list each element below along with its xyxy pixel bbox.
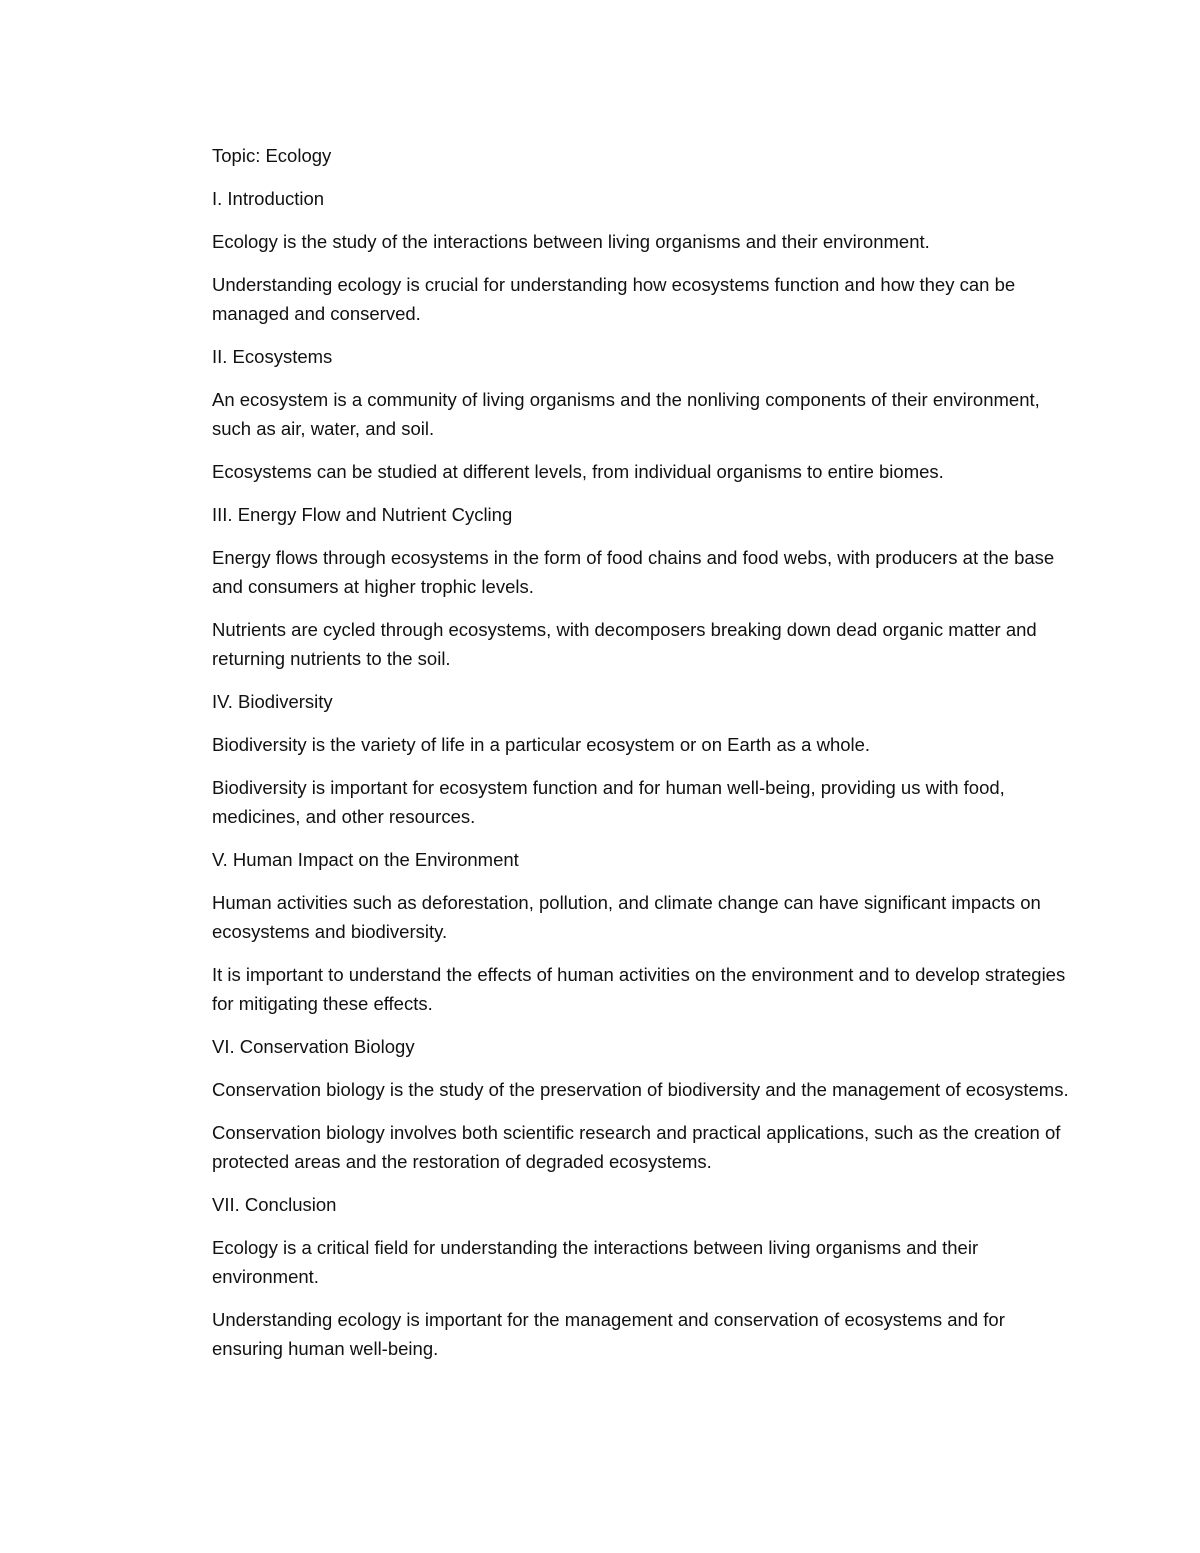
section-paragraph: Human activities such as deforestation, pollution, and climate change can have significant impacts on ecosystems and biodiversity. [212, 892, 1041, 942]
section-heading-energy-flow: III. Energy Flow and Nutrient Cycling [212, 504, 513, 525]
section-heading-ecosystems: II. Ecosystems [212, 346, 333, 367]
section-heading-biodiversity: IV. Biodiversity [212, 691, 333, 712]
section-heading-introduction: I. Introduction [212, 188, 325, 209]
section-paragraph: Ecology is a critical field for understanding the interactions between living organisms and their environment. [212, 1237, 979, 1287]
section-paragraph: Nutrients are cycled through ecosystems, with decomposers breaking down dead organic matter and returning nutrients to the soil. [212, 619, 1037, 669]
section-paragraph: It is important to understand the effects of human activities on the environment and to develop strategies for mitigating these effects. [212, 964, 1066, 1014]
section-paragraph: Energy flows through ecosystems in the form of food chains and food webs, with producers at the base and consumers at higher trophic levels. [212, 547, 1055, 597]
document-page [212, 141, 1072, 1377]
section-paragraph: An ecosystem is a community of living organisms and the nonliving components of their environment, such as air, water, and soil. [212, 389, 1040, 439]
section-paragraph: Ecology is the study of the interactions between living organisms and their environment. [212, 231, 930, 252]
section-paragraph: Conservation biology involves both scientific research and practical applications, such as the creation of protected areas and the restoration of degraded ecosystems. [212, 1122, 1061, 1172]
section-paragraph: Understanding ecology is crucial for understanding how ecosystems function and how they can be managed and conserved. [212, 274, 1016, 324]
document-topic: Topic: Ecology [212, 145, 332, 166]
section-heading-conclusion: VII. Conclusion [212, 1194, 337, 1215]
section-paragraph: Biodiversity is important for ecosystem function and for human well-being, providing us with food, medicines, and other resources. [212, 777, 1005, 827]
section-heading-human-impact: V. Human Impact on the Environment [212, 849, 519, 870]
section-paragraph: Understanding ecology is important for the management and conservation of ecosystems and for ensuring human well-being. [212, 1309, 1005, 1359]
section-paragraph: Ecosystems can be studied at different levels, from individual organisms to entire biomes. [212, 461, 944, 482]
section-paragraph: Biodiversity is the variety of life in a particular ecosystem or on Earth as a whole. [212, 734, 871, 755]
section-paragraph: Conservation biology is the study of the preservation of biodiversity and the management of ecosystems. [212, 1079, 1069, 1100]
section-heading-conservation-biology: VI. Conservation Biology [212, 1036, 415, 1057]
